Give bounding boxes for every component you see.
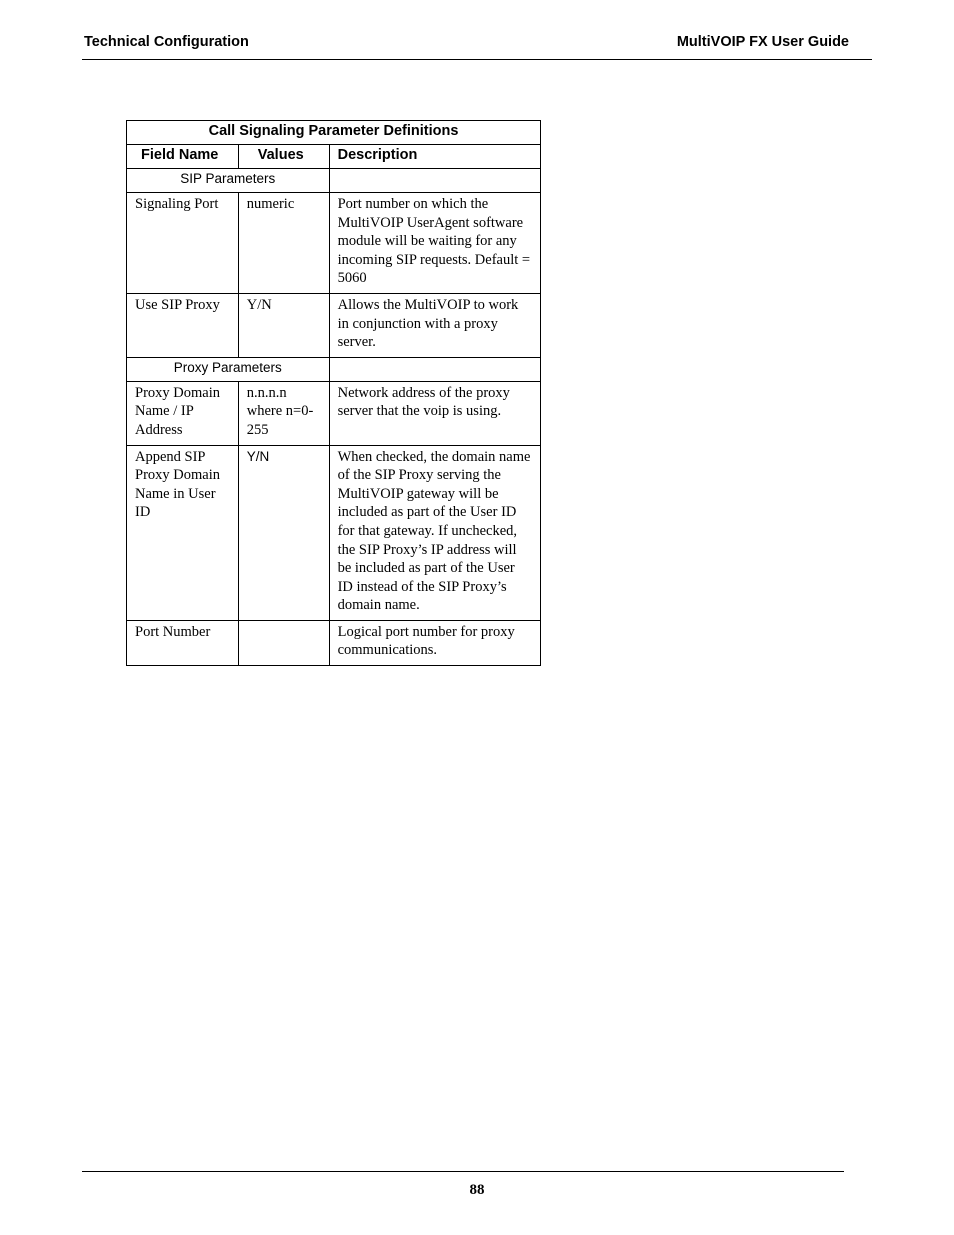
column-header-description: Description (329, 145, 540, 169)
page-number: 88 (469, 1182, 485, 1198)
values-cell: Y/N (238, 293, 329, 357)
field-name-cell: Append SIP Proxy Domain Name in User ID (127, 445, 239, 620)
section-title: SIP Parameters (127, 169, 330, 193)
values-cell: numeric (238, 193, 329, 294)
table-row (127, 381, 541, 445)
description-cell: When checked, the domain name of the SIP Proxy serving the MultiVOIP gateway will be included as part of the User ID for that gateway. If unchecked, the SIP Proxy’s IP address will be included as part of the User ID instead of the SIP Proxy’s domain name. (329, 445, 540, 620)
section-row-proxy-parameters (127, 357, 541, 381)
description-cell: Network address of the proxy server that the voip is using. (329, 381, 540, 445)
header-guide-title: MultiVOIP FX User Guide (676, 34, 849, 50)
table-caption: Call Signaling Parameter Definitions (127, 121, 541, 145)
table-row (127, 620, 541, 665)
header-section-title: Technical Configuration (84, 34, 249, 50)
call-signaling-parameter-table (126, 120, 541, 666)
description-cell: Port number on which the MultiVOIP UserAgent software module will be waiting for any incoming SIP requests. Default = 5060 (329, 193, 540, 294)
footer-divider (82, 1171, 844, 1172)
table-row (127, 193, 541, 294)
field-name-cell: Proxy Domain Name / IP Address (127, 381, 239, 445)
section-row-sip-parameters (127, 169, 541, 193)
description-cell: Allows the MultiVOIP to work in conjunction with a proxy server. (329, 293, 540, 357)
section-empty-cell (329, 169, 540, 193)
section-title: Proxy Parameters (127, 357, 330, 381)
section-empty-cell (329, 357, 540, 381)
values-cell: Y/N (238, 445, 329, 620)
page-header (82, 33, 872, 60)
column-header-field-name: Field Name (127, 145, 239, 169)
table-row (127, 293, 541, 357)
column-header-values: Values (238, 145, 329, 169)
description-cell: Logical port number for proxy communications. (329, 620, 540, 665)
values-cell (238, 620, 329, 665)
table-row (127, 445, 541, 620)
field-name-cell: Signaling Port (127, 193, 239, 294)
field-name-cell: Use SIP Proxy (127, 293, 239, 357)
field-name-cell: Port Number (127, 620, 239, 665)
values-cell: n.n.n.n where n=0-255 (238, 381, 329, 445)
